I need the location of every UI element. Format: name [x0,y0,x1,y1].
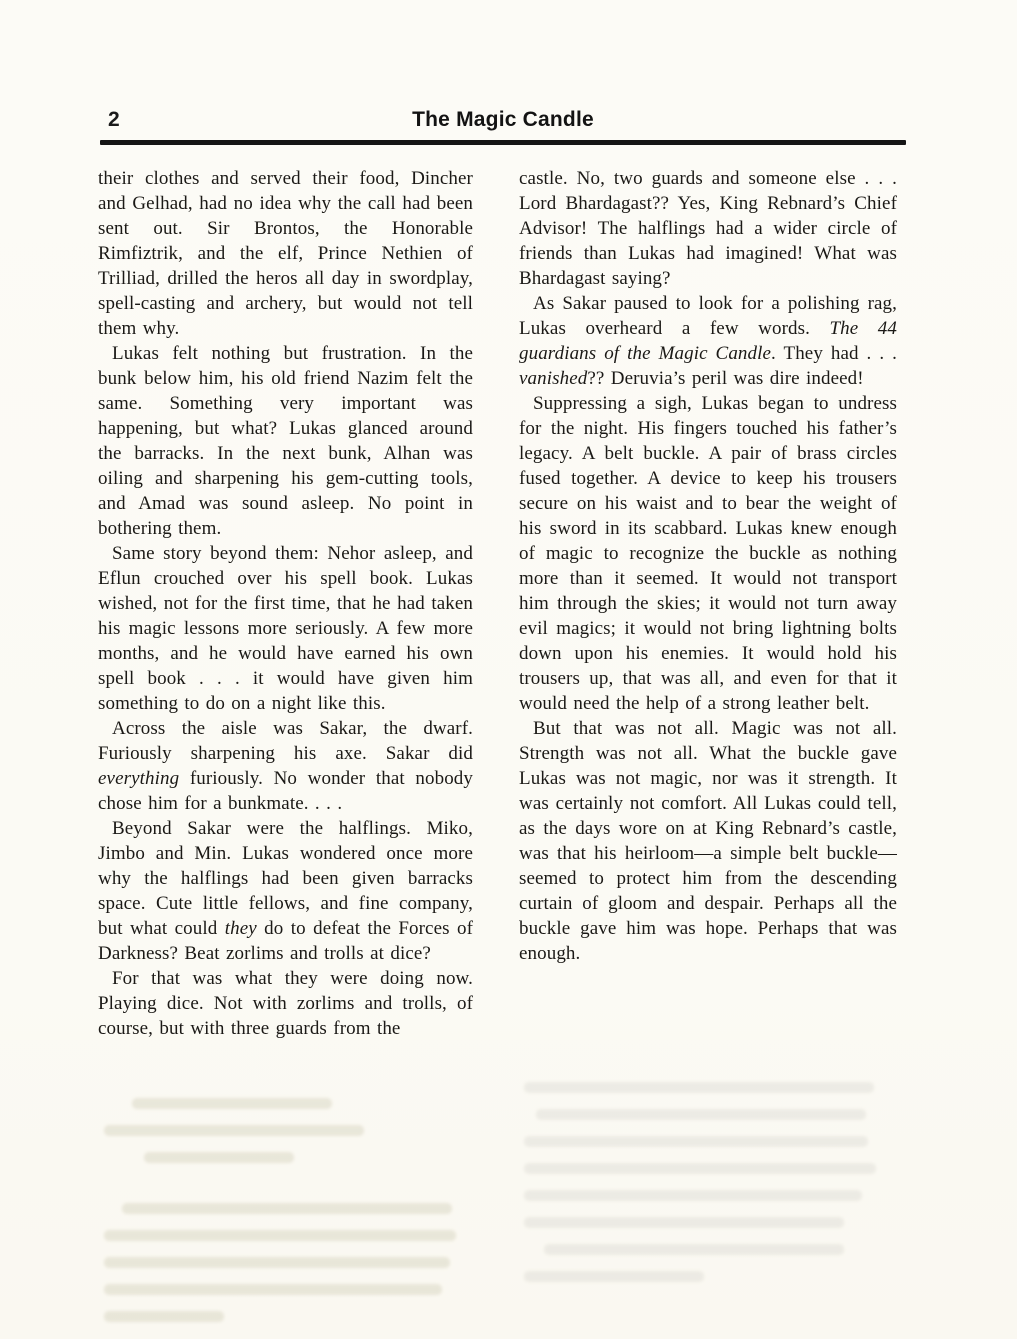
bleed-through-line [104,1125,364,1136]
text-column-left [98,166,473,1041]
bleed-through-line [536,1109,866,1120]
paragraph: Suppressing a sigh, Lukas began to undress for the night. His fingers touched his father’s legacy. A belt buckle. A pair of brass circles fused together. A device to keep his trousers secure on his waist and to bear the weight of his sword in its scabbard. Lukas knew enough of magic to recognize the buckle as nothing more than it seemed. It would not transport him through the skies; it would not turn away evil magics; it would not bring lightning bolts down upon his enemies. It would hold his trousers up, that was all, and even for that it would need the help of a strong leather belt. [519,393,897,714]
paragraph: Beyond Sakar were the halflings. Miko, Jimbo and Min. Lukas wondered once more why the halflings had been given barracks space. Cute little fellows, and fine company, but what could they do to defeat the Forces of Darkness? Beat zorlims and trolls at dice? [98,818,473,964]
paragraph: Same story beyond them: Nehor asleep, and Eflun crouched over his spell book. Lukas wished, not for the first time, that he had taken his magic lessons more seriously. A few more months, and he would have earned his own spell book . . . it would have given him something to do on a night like this. [98,543,473,714]
bleed-through-line [524,1190,862,1201]
header-rule [100,140,906,145]
page-title: The Magic Candle [412,108,594,131]
paragraph: For that was what they were doing now. Playing dice. Not with zorlims and trolls, of course, but with three guards from the [98,968,473,1039]
bleed-through-line [104,1284,442,1295]
bleed-through-line [122,1203,452,1214]
paragraph: Lukas felt nothing but frustration. In the bunk below him, his old friend Nazim felt the same. Something very important was happening, but what? Lukas glanced around the barracks. In the next bunk, Alhan was oiling and sharpening his gem-cutting tools, and Amad was sound asleep. No point in bothering them. [98,343,473,539]
page-header [100,108,906,140]
bleed-through-line [132,1098,332,1109]
bleed-through-text-right [524,1082,894,1298]
bleed-through-line [104,1311,224,1322]
page-number: 2 [108,108,120,131]
bleed-through-text-left [104,1098,474,1338]
bleed-through-line [104,1257,450,1268]
bleed-through-line [544,1244,844,1255]
paragraph: castle. No, two guards and someone else . . . Lord Bhardagast?? Yes, King Rebnard’s Chief Advisor! The halflings had a wider circle of friends than Lukas had imagined! What was Bhardagast saying? [519,168,897,289]
bleed-through-line [524,1163,876,1174]
bleed-through-line [104,1230,456,1241]
bleed-through-line [144,1152,294,1163]
bleed-through-line [524,1271,704,1282]
text-column-right [519,166,897,966]
paragraph: their clothes and served their food, Dincher and Gelhad, had no idea why the call had been sent out. Sir Brontos, the Honorable Rimfiztrik, and the elf, Prince Nethien of Trilliad, drilled the heros all day in swordplay, spell-casting and archery, but would not tell them why. [98,168,473,339]
bleed-through-line [524,1082,874,1093]
bleed-through-line [524,1217,844,1228]
bleed-through-line [524,1136,868,1147]
paragraph: Across the aisle was Sakar, the dwarf. Furiously sharpening his axe. Sakar did everything furiously. No wonder that nobody chose him for a bunkmate. . . . [98,718,473,814]
paragraph: But that was not all. Magic was not all. Strength was not all. What the buckle gave Lukas was not magic, nor was it strength. It was certainly not comfort. All Lukas could tell, as the days wore on at King Rebnard’s castle, was that his heirloom—a simple belt buckle—seemed to protect him from the descending curtain of gloom and despair. Perhaps all the buckle gave him was hope. Perhaps that was enough. [519,718,897,964]
paragraph: As Sakar paused to look for a polishing rag, Lukas overheard a few words. The 44 guardians of the Magic Candle. They had . . . vanished?? Deruvia’s peril was dire indeed! [519,293,897,389]
